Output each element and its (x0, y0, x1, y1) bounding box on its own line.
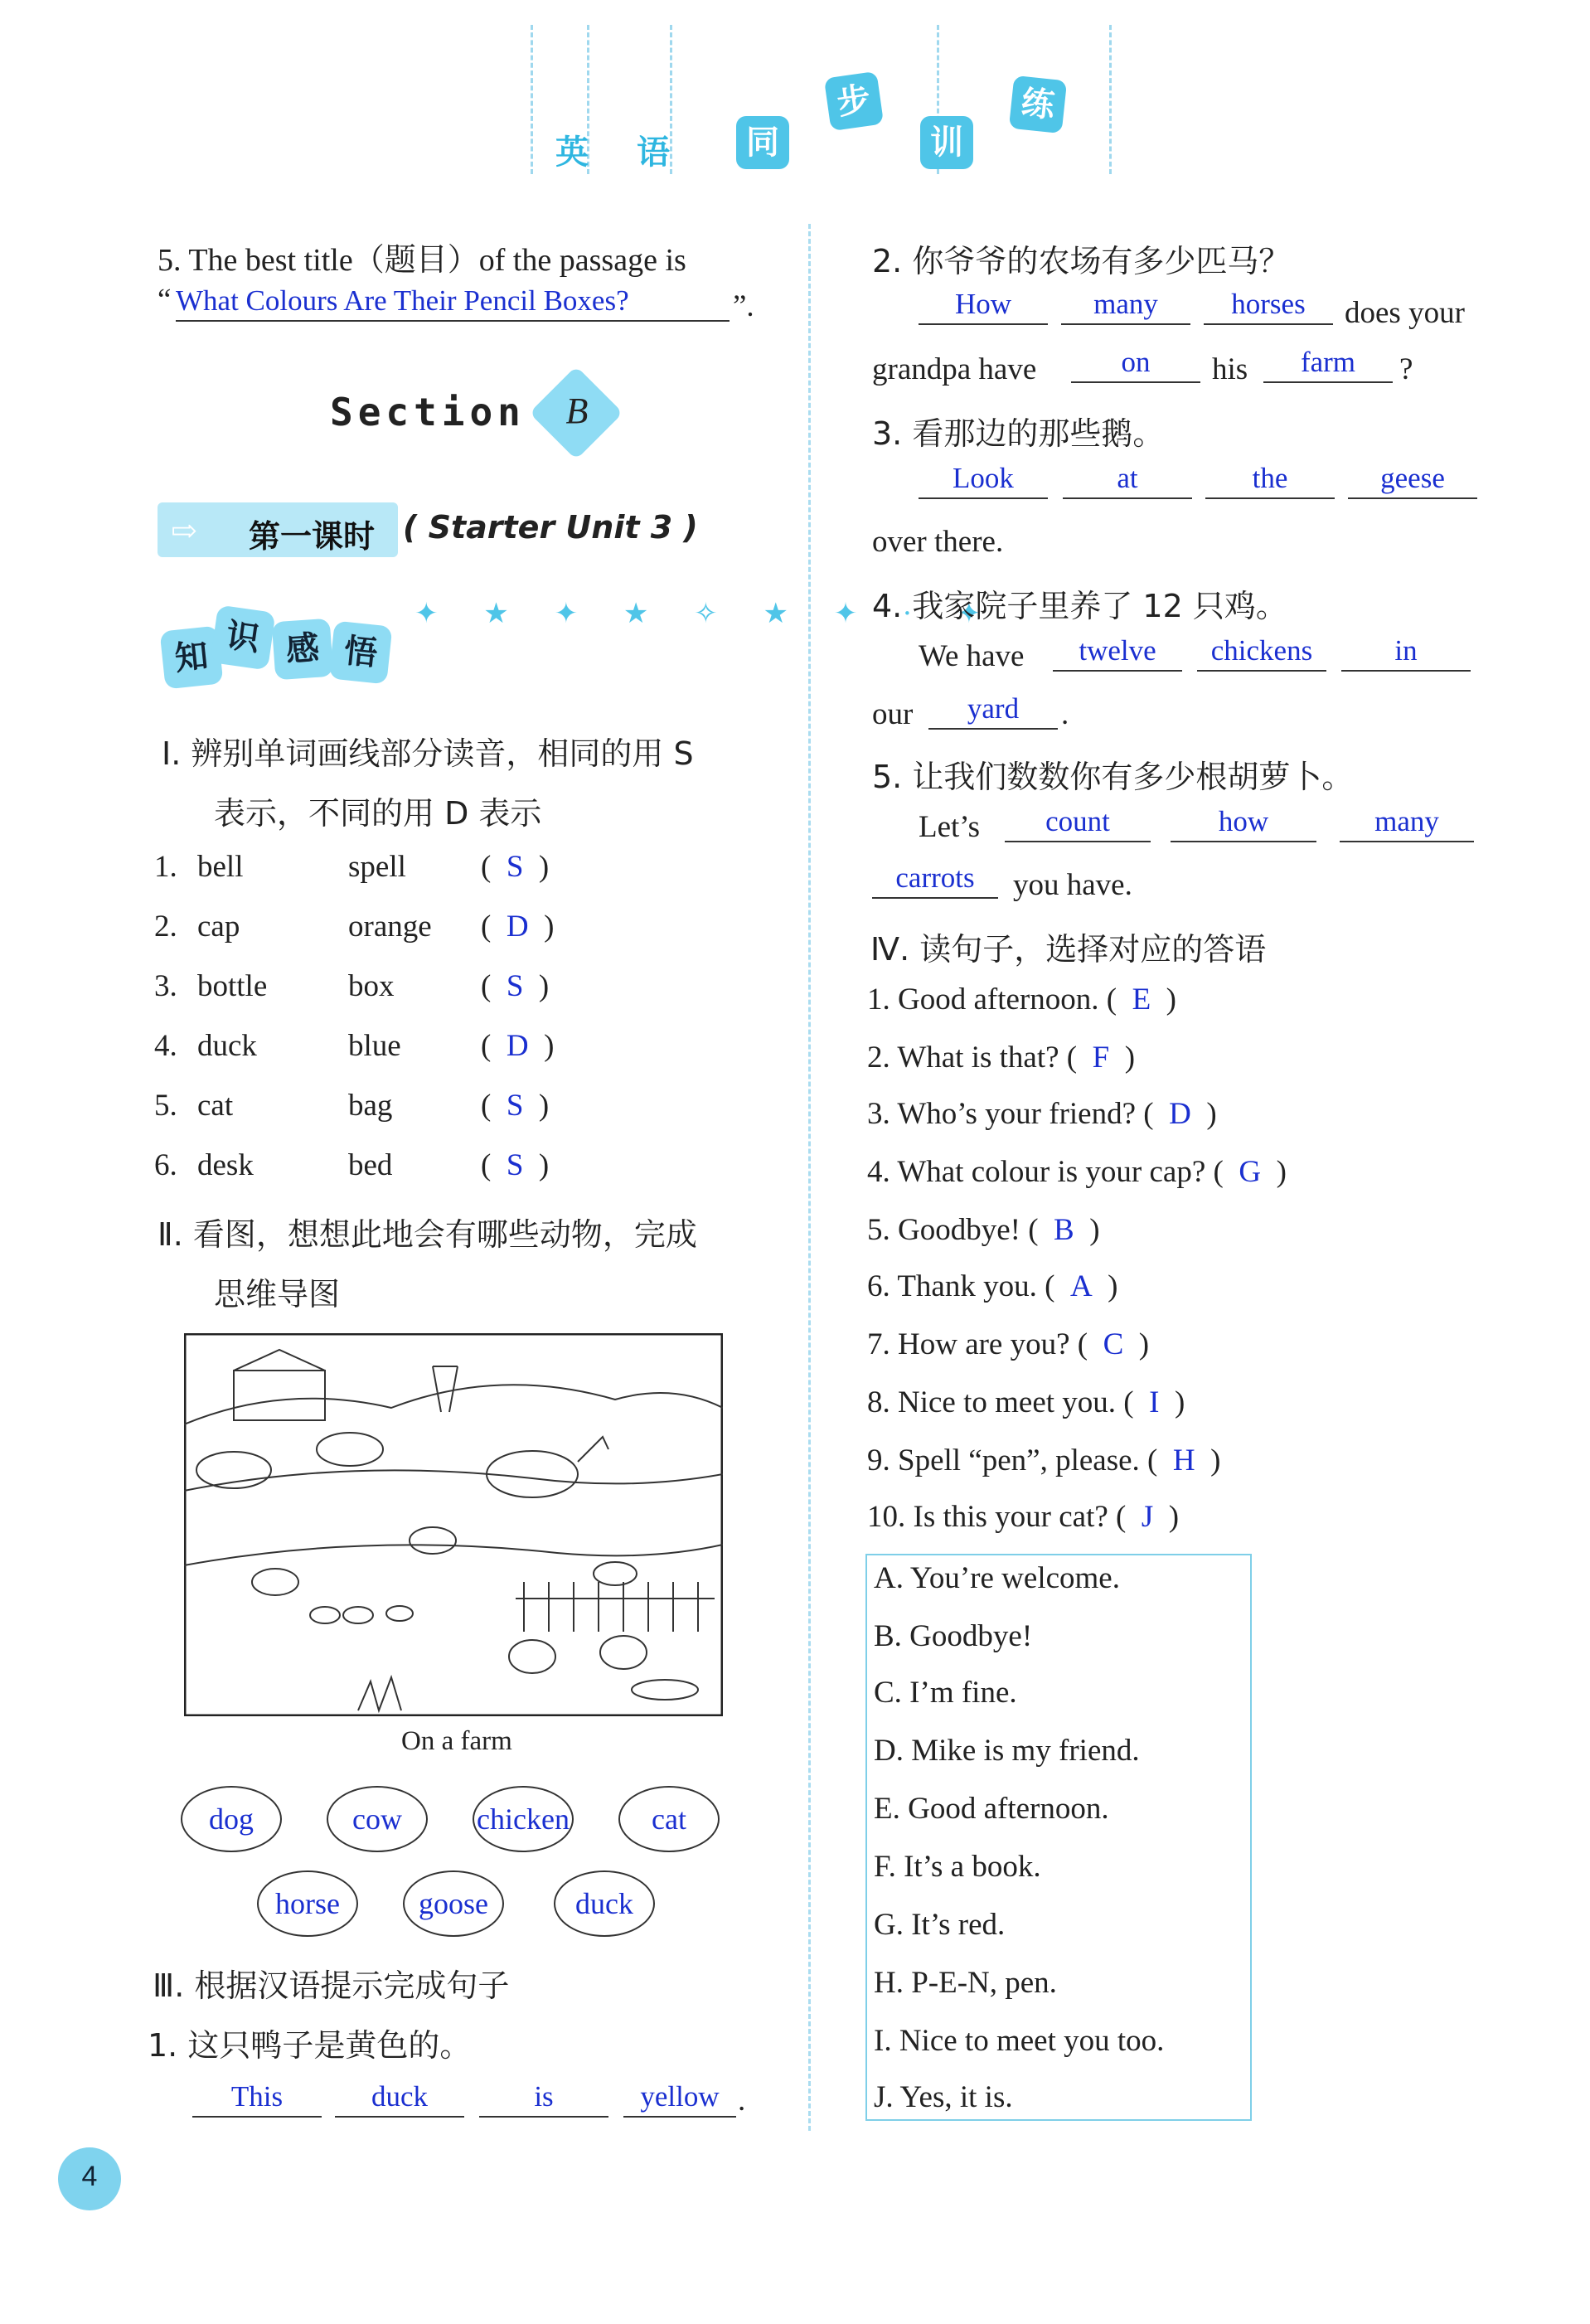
part1-word: spell (348, 850, 406, 884)
part1-word: desk (197, 1148, 254, 1182)
q5-text: 5. The best title（题目）of the passage is (158, 243, 686, 278)
part3-answer: the (1205, 461, 1335, 499)
lesson-title: 第一课时 (249, 518, 376, 555)
part3-answer: horses (1204, 287, 1333, 325)
knowledge-badge: 知 (160, 626, 224, 690)
part3-answer: chickens (1197, 633, 1326, 672)
header-divider (531, 25, 533, 174)
header-char: 同 (736, 116, 789, 169)
option-item: H. P-E-N, pen. (874, 1966, 1057, 2000)
part1-bracket: ( S ) (481, 1089, 550, 1123)
animal-oval: goose (403, 1870, 504, 1937)
stars-decoration: ✦ ★ ✦ ★ ✧ ★ ✦ · ✦ (414, 597, 1000, 630)
part3-answer: yard (928, 691, 1058, 730)
part1-item: 2. (154, 910, 177, 944)
part3-text: Let’s (919, 810, 980, 844)
part1-bracket: ( D ) (481, 1029, 555, 1063)
part1-item: 4. (154, 1029, 177, 1063)
part3-text: We have (919, 639, 1025, 673)
option-item: D. Mike is my friend. (874, 1734, 1140, 1768)
part3-question: 2. 你爷爷的农场有多少匹马？ (872, 243, 1291, 279)
animal-oval: chicken (473, 1786, 574, 1852)
option-item: E. Good afternoon. (874, 1792, 1109, 1826)
part4-item: 1. Good afternoon. ( E ) (867, 982, 1176, 1016)
q5-close-quote: ”. (733, 289, 754, 323)
header-divider (670, 25, 672, 174)
part3-answer: carrots (872, 861, 998, 899)
part3-text: over there. (872, 525, 1004, 559)
column-divider (808, 224, 811, 2131)
part1-item: 5. (154, 1089, 177, 1123)
part1-bracket: ( S ) (481, 969, 550, 1003)
part3-answer: count (1005, 804, 1151, 842)
part4-item: 6. Thank you. ( A ) (867, 1269, 1118, 1303)
part1-bracket: ( S ) (481, 850, 550, 884)
part3-text: grandpa have (872, 352, 1037, 386)
option-item: C. I’m fine. (874, 1676, 1017, 1710)
part3-text: our (872, 697, 914, 731)
part3-period: . (738, 2084, 746, 2118)
part3-answer: farm (1263, 345, 1393, 383)
page-number: 4 (81, 2161, 98, 2192)
knowledge-badge: 感 (272, 619, 334, 681)
part3-title: Ⅲ. 根据汉语提示完成句子 (153, 1967, 510, 2004)
part4-item: 5. Goodbye! ( B ) (867, 1213, 1100, 1247)
part3-answer: geese (1348, 461, 1477, 499)
farm-caption: On a farm (401, 1726, 512, 1756)
animal-oval: horse (257, 1870, 358, 1937)
animal-oval: cat (618, 1786, 720, 1852)
header-char: 语 (637, 133, 670, 172)
part1-item: 1. (154, 850, 177, 884)
knowledge-badge: 识 (210, 604, 275, 670)
part3-text: ? (1399, 352, 1413, 386)
part3-answer: in (1341, 633, 1471, 672)
part3-answer: on (1071, 345, 1200, 383)
part4-item: 3. Who’s your friend? ( D ) (867, 1097, 1217, 1131)
part1-word: blue (348, 1029, 401, 1063)
option-item: G. It’s red. (874, 1908, 1006, 1942)
option-item: J. Yes, it is. (874, 2080, 1013, 2114)
option-item: F. It’s a book. (874, 1850, 1041, 1884)
farm-illustration (184, 1333, 723, 1716)
part1-word: orange (348, 910, 432, 944)
part3-answer: duck (335, 2079, 464, 2118)
part3-answer: How (919, 287, 1048, 325)
part3-question: 4. 我家院子里养了 12 只鸡。 (872, 588, 1287, 624)
part3-question: 1. 这只鸭子是黄色的。 (148, 2027, 472, 2064)
header-char: 练 (1009, 75, 1067, 133)
part3-text: . (1061, 697, 1069, 731)
part4-item: 7. How are you? ( C ) (867, 1327, 1150, 1361)
part1-word: box (348, 969, 395, 1003)
option-item: A. You’re welcome. (874, 1561, 1120, 1595)
header-char: 步 (824, 71, 884, 131)
part1-item: 6. (154, 1148, 177, 1182)
header-char: 训 (920, 116, 973, 169)
part4-item: 10. Is this your cat? ( J ) (867, 1500, 1180, 1534)
part2-title-line2: 思维导图 (214, 1276, 341, 1312)
animal-oval: duck (554, 1870, 655, 1937)
part3-answer: many (1340, 804, 1474, 842)
part1-item: 3. (154, 969, 177, 1003)
part3-text: his (1212, 352, 1248, 386)
part4-item: 8. Nice to meet you. ( I ) (867, 1385, 1185, 1419)
part4-item: 4. What colour is your cap? ( G ) (867, 1155, 1287, 1189)
part4-item: 9. Spell “pen”, please. ( H ) (867, 1443, 1221, 1477)
arrow-icon: ⇨ (171, 512, 197, 549)
part4-title: Ⅳ. 读句子，选择对应的答语 (870, 931, 1267, 968)
part2-title: Ⅱ. 看图，想想此地会有哪些动物，完成 (158, 1216, 697, 1253)
animal-oval: dog (181, 1786, 282, 1852)
option-item: B. Goodbye! (874, 1619, 1033, 1653)
section-title: Section (330, 390, 526, 434)
part1-title: Ⅰ. 辨别单词画线部分读音，相同的用 S (162, 735, 694, 772)
part4-item: 2. What is that? ( F ) (867, 1041, 1136, 1075)
part1-word: cap (197, 910, 240, 944)
part3-question: 5. 让我们数数你有多少根胡萝卜。 (872, 759, 1354, 795)
part1-word: bottle (197, 969, 268, 1003)
part3-answer: twelve (1053, 633, 1182, 672)
part1-bracket: ( S ) (481, 1148, 550, 1182)
q5-open-quote: “ (158, 283, 172, 317)
part1-word: cat (197, 1089, 234, 1123)
part3-answer: how (1171, 804, 1316, 842)
part3-answer: yellow (623, 2079, 736, 2118)
knowledge-badge: 悟 (329, 621, 393, 685)
part3-answer: at (1063, 461, 1192, 499)
option-item: I. Nice to meet you too. (874, 2024, 1165, 2058)
part3-question: 3. 看那边的那些鹅。 (872, 415, 1165, 452)
part1-bracket: ( D ) (481, 910, 555, 944)
part3-answer: is (479, 2079, 608, 2118)
animal-oval: cow (327, 1786, 428, 1852)
header-char: 英 (555, 133, 589, 172)
q5-answer: What Colours Are Their Pencil Boxes? (176, 284, 730, 322)
section-letter: B (565, 391, 589, 431)
part3-answer: This (192, 2079, 322, 2118)
part1-word: bed (348, 1148, 393, 1182)
header-divider (1109, 25, 1112, 174)
part1-word: bag (348, 1089, 393, 1123)
lesson-subtitle: ( Starter Unit 3 ) (403, 509, 698, 546)
part1-word: duck (197, 1029, 257, 1063)
part1-title-line2: 表示，不同的用 D 表示 (214, 795, 542, 832)
part3-text: you have. (1013, 868, 1132, 902)
part1-word: bell (197, 850, 244, 884)
part3-answer: many (1061, 287, 1190, 325)
part3-answer: Look (919, 461, 1048, 499)
part3-text: does your (1345, 296, 1465, 330)
